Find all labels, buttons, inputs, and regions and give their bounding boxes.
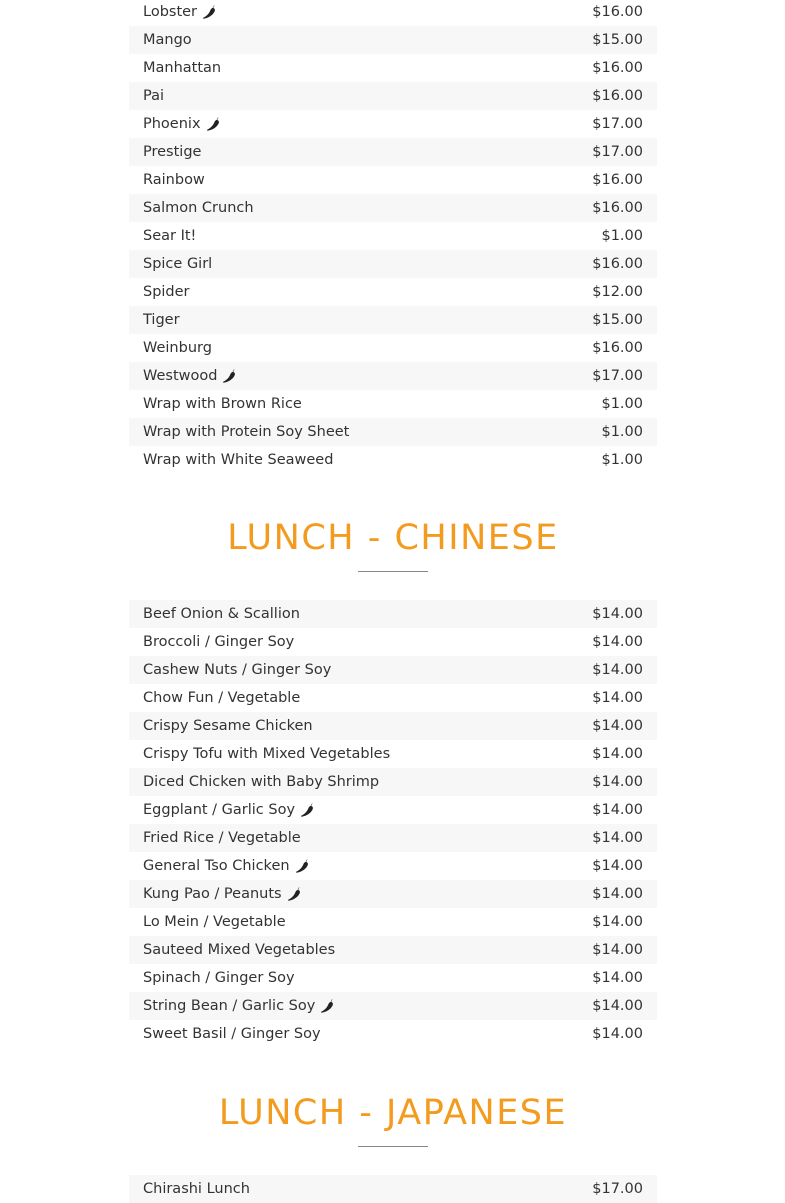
menu-item-row — [129, 852, 657, 880]
menu-item-row — [129, 656, 657, 684]
menu-item-price: $14.00 — [592, 1026, 643, 1042]
menu-item-name-wrap — [143, 396, 302, 412]
menu-item-row — [129, 166, 657, 194]
menu-item-name-wrap — [143, 60, 221, 76]
lunch-chinese-list — [129, 600, 657, 1048]
menu-item-price: $16.00 — [592, 4, 643, 20]
menu-item-name-wrap — [143, 634, 294, 650]
menu-item-name-wrap — [143, 914, 286, 930]
menu-item-row — [129, 222, 657, 250]
menu-item-name: Spinach / Ginger Soy — [143, 970, 295, 986]
menu-item-row — [129, 26, 657, 54]
menu-item-price: $1.00 — [601, 228, 643, 244]
menu-item-name-wrap — [143, 116, 221, 132]
menu-item-name: Cashew Nuts / Ginger Soy — [143, 662, 332, 678]
menu-item-name-wrap — [143, 886, 302, 902]
menu-item-row — [129, 194, 657, 222]
menu-item-name-wrap — [143, 312, 180, 328]
menu-item-name: Spider — [143, 284, 190, 300]
spicy-chili-icon — [205, 116, 221, 132]
menu-item-name: Mango — [143, 32, 192, 48]
menu-item-name-wrap — [143, 746, 390, 762]
menu-item-name: Weinburg — [143, 340, 212, 356]
menu-item-price: $14.00 — [592, 970, 643, 986]
spicy-chili-icon — [286, 886, 302, 902]
spicy-chili-icon — [201, 4, 217, 20]
menu-item-name-wrap — [143, 1026, 321, 1042]
menu-item-price: $17.00 — [592, 1181, 643, 1197]
menu-item-row — [129, 600, 657, 628]
menu-item-name-wrap — [143, 1181, 250, 1197]
menu-item-row — [129, 418, 657, 446]
spicy-chili-icon — [294, 858, 310, 874]
menu-item-row — [129, 278, 657, 306]
menu-item-row — [129, 306, 657, 334]
section-title-lunch-japanese: LUNCH - JAPANESE — [218, 1093, 568, 1133]
menu-item-name: Prestige — [143, 144, 202, 160]
menu-item-row — [129, 796, 657, 824]
menu-item-name-wrap — [143, 662, 331, 678]
menu-item-name: Wrap with White Seaweed — [143, 452, 334, 468]
menu-item-name-wrap — [143, 256, 212, 272]
menu-item-price: $14.00 — [592, 690, 643, 706]
menu-item-price: $14.00 — [592, 886, 643, 902]
menu-item-price: $14.00 — [592, 718, 643, 734]
menu-item-name-wrap — [143, 452, 333, 468]
menu-item-name: Beef Onion & Scallion — [143, 606, 300, 622]
menu-item-name-wrap — [143, 802, 315, 818]
menu-item-price: $16.00 — [592, 88, 643, 104]
menu-item-price: $1.00 — [601, 452, 643, 468]
menu-item-name-wrap — [143, 718, 313, 734]
menu-item-name-wrap — [143, 942, 335, 958]
menu-item-name: Wrap with Protein Soy Sheet — [143, 424, 350, 440]
menu-item-name-wrap — [143, 200, 254, 216]
menu-item-price: $14.00 — [592, 606, 643, 622]
spicy-chili-icon — [319, 998, 335, 1014]
menu-item-row — [129, 684, 657, 712]
menu-item-name-wrap — [143, 228, 196, 244]
menu-item-price: $16.00 — [592, 172, 643, 188]
menu-item-name-wrap — [143, 368, 237, 384]
menu-item-name-wrap — [143, 284, 190, 300]
menu-item-name: Pai — [143, 88, 165, 104]
menu-item-row — [129, 712, 657, 740]
menu-item-price: $14.00 — [592, 774, 643, 790]
menu-item-row — [129, 82, 657, 110]
menu-item-price: $12.00 — [592, 284, 643, 300]
menu-item-row — [129, 908, 657, 936]
menu-item-name: Sweet Basil / Ginger Soy — [143, 1026, 321, 1042]
menu-item-name: Phoenix — [143, 116, 201, 132]
menu-item-price: $14.00 — [592, 998, 643, 1014]
menu-item-row — [129, 964, 657, 992]
menu-item-row — [129, 250, 657, 278]
menu-item-price: $1.00 — [601, 396, 643, 412]
menu-item-price: $15.00 — [592, 312, 643, 328]
menu-item-name-wrap — [143, 172, 205, 188]
menu-item-name: Manhattan — [143, 60, 222, 76]
menu-item-price: $15.00 — [592, 32, 643, 48]
menu-item-row — [129, 390, 657, 418]
menu-item-name-wrap — [143, 858, 310, 874]
menu-item-name-wrap — [143, 690, 300, 706]
spicy-chili-icon — [221, 368, 237, 384]
menu-item-name-wrap — [143, 606, 300, 622]
menu-item-name: Kung Pao / Peanuts — [143, 886, 282, 902]
menu-item-row — [129, 1020, 657, 1048]
menu-item-name: Fried Rice / Vegetable — [143, 830, 301, 846]
section-title-lunch-chinese: LUNCH - CHINESE — [227, 518, 559, 558]
menu-item-price: $14.00 — [592, 802, 643, 818]
menu-item-name-wrap — [143, 970, 295, 986]
menu-item-row — [129, 54, 657, 82]
menu-item-name: Broccoli / Ginger Soy — [143, 634, 295, 650]
menu-item-row — [129, 880, 657, 908]
menu-item-row — [129, 110, 657, 138]
menu-item-row — [129, 824, 657, 852]
menu-item-row — [129, 362, 657, 390]
sushi-roll-list — [129, 0, 657, 474]
menu-item-name: Westwood — [143, 368, 218, 384]
menu-item-price: $16.00 — [592, 200, 643, 216]
menu-item-name: Eggplant / Garlic Soy — [143, 802, 296, 818]
menu-item-name: Tiger — [143, 312, 180, 328]
menu-item-name: Salmon Crunch — [143, 200, 254, 216]
spicy-chili-icon — [299, 802, 315, 818]
menu-item-row — [129, 740, 657, 768]
menu-item-price: $17.00 — [592, 116, 643, 132]
menu-item-name-wrap — [143, 424, 349, 440]
section-divider — [358, 1146, 428, 1147]
menu-item-name: Diced Chicken with Baby Shrimp — [143, 774, 380, 790]
menu-item-row — [129, 768, 657, 796]
menu-item-name: Chirashi Lunch — [143, 1181, 250, 1197]
menu-item-price: $16.00 — [592, 60, 643, 76]
menu-item-price: $14.00 — [592, 746, 643, 762]
menu-item-name: Wrap with Brown Rice — [143, 396, 302, 412]
menu-item-name-wrap — [143, 340, 212, 356]
menu-item-name: String Bean / Garlic Soy — [143, 998, 316, 1014]
menu-item-name: Sear It! — [143, 228, 197, 244]
section-divider — [358, 571, 428, 572]
menu-item-price: $14.00 — [592, 830, 643, 846]
menu-item-name: Chow Fun / Vegetable — [143, 690, 301, 706]
menu-item-row — [129, 334, 657, 362]
menu-item-name-wrap — [143, 88, 164, 104]
menu-item-price: $14.00 — [592, 634, 643, 650]
menu-item-name-wrap — [143, 998, 335, 1014]
menu-item-row — [129, 138, 657, 166]
menu-item-price: $1.00 — [601, 424, 643, 440]
menu-item-name: Rainbow — [143, 172, 205, 188]
menu-item-name: Lobster — [143, 4, 198, 20]
menu-item-name-wrap — [143, 4, 217, 20]
menu-item-name: Crispy Tofu with Mixed Vegetables — [143, 746, 391, 762]
menu-item-price: $14.00 — [592, 914, 643, 930]
menu-item-price: $14.00 — [592, 942, 643, 958]
menu-item-row — [129, 0, 657, 26]
menu-item-row — [129, 628, 657, 656]
menu-item-row — [129, 992, 657, 1020]
menu-item-name-wrap — [143, 830, 301, 846]
menu-item-price: $14.00 — [592, 662, 643, 678]
menu-item-price: $16.00 — [592, 340, 643, 356]
menu-item-name-wrap — [143, 144, 201, 160]
menu-item-row — [129, 936, 657, 964]
menu-item-name: General Tso Chicken — [143, 858, 290, 874]
menu-item-price: $16.00 — [592, 256, 643, 272]
menu-item-name: Lo Mein / Vegetable — [143, 914, 286, 930]
menu-item-name-wrap — [143, 32, 192, 48]
menu-item-row — [129, 446, 657, 474]
menu-item-price: $17.00 — [592, 144, 643, 160]
menu-item-name: Crispy Sesame Chicken — [143, 718, 313, 734]
menu-item-price: $17.00 — [592, 368, 643, 384]
menu-item-price: $14.00 — [592, 858, 643, 874]
menu-item-name: Spice Girl — [143, 256, 213, 272]
menu-item-name-wrap — [143, 774, 379, 790]
menu-item-name: Sauteed Mixed Vegetables — [143, 942, 336, 958]
